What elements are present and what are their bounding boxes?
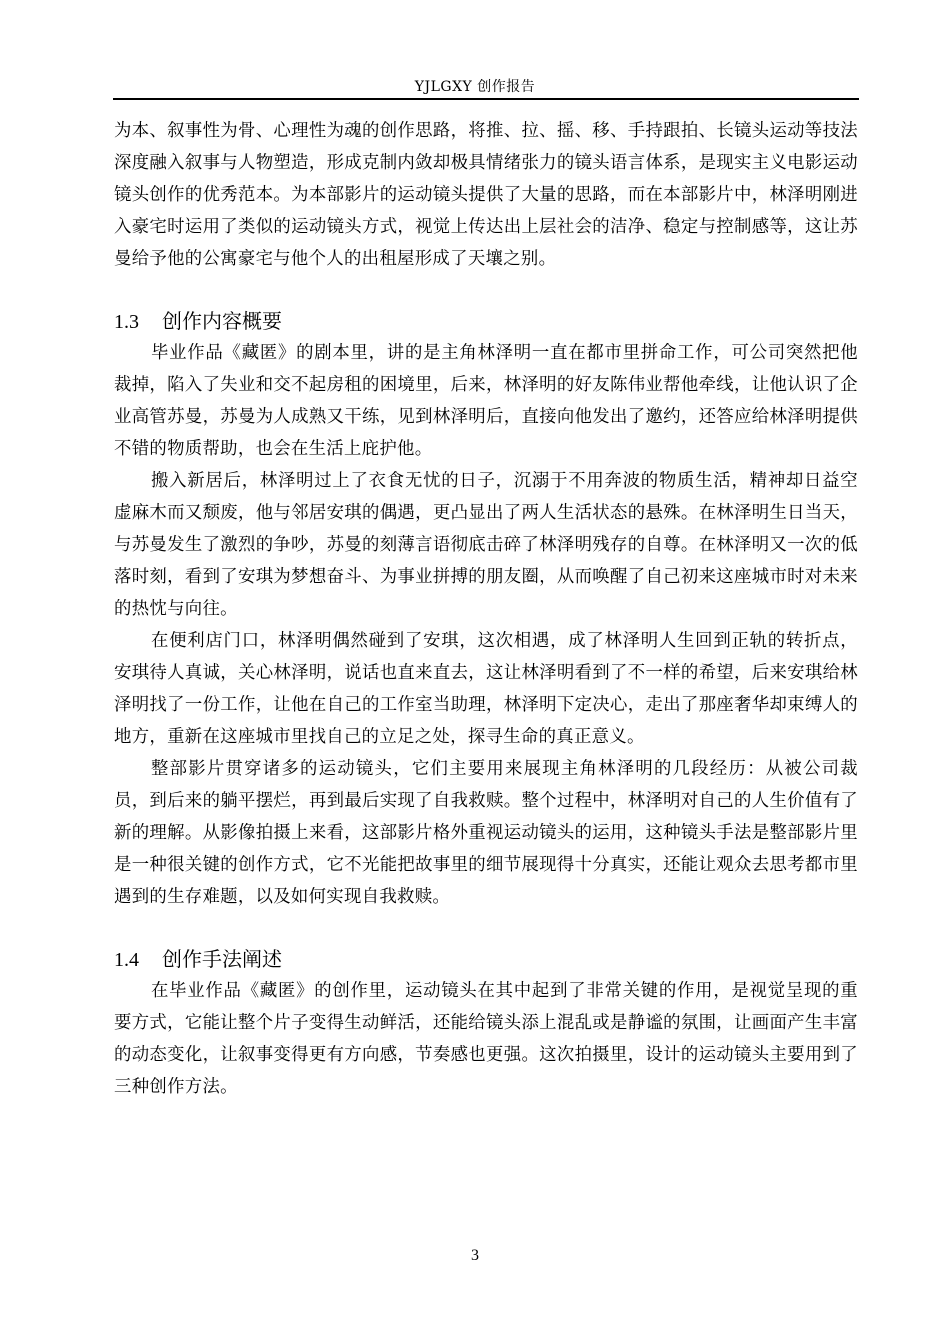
section-heading-1-4	[114, 943, 858, 975]
paragraph: 在便利店门口，林泽明偶然碰到了安琪，这次相遇，成了林泽明人生回到正轨的转折点，安琪待人真诚，关心林泽明，说话也直来直去，这让林泽明看到了不一样的希望，后来安琪给林泽明找了一份工作，让他在自己的工作室当助理，林泽明下定决心，走出了那座奢华却束缚人的地方，重新在这座城市里找自己的立足之处，探寻生命的真正意义。	[114, 631, 858, 747]
section-number: 1.4	[114, 949, 139, 971]
paragraph: 毕业作品《藏匿》的剧本里，讲的是主角林泽明一直在都市里拼命工作，可公司突然把他裁掉，陷入了失业和交不起房租的困境里，后来，林泽明的好友陈伟业帮他牵线，让他认识了企业高管苏曼，苏曼为人成熟又干练，见到林泽明后，直接向他发出了邀约，还答应给林泽明提供不错的物质帮助，也会在生活上庇护他。	[114, 343, 858, 459]
header-rule	[113, 98, 859, 100]
paragraph: 整部影片贯穿诸多的运动镜头，它们主要用来展现主角林泽明的几段经历：从被公司裁员，到后来的躺平摆烂，再到最后实现了自我救赎。整个过程中，林泽明对自己的人生价值有了新的理解。从影像拍摄上来看，这部影片格外重视运动镜头的运用，这种镜头手法是整部影片里是一种很关键的创作方式，它不光能把故事里的细节展现得十分真实，还能让观众去思考都市里遇到的生存难题，以及如何实现自我救赎。	[114, 759, 858, 907]
section-gap	[114, 275, 858, 305]
paragraph: 搬入新居后，林泽明过上了衣食无忧的日子，沉溺于不用奔波的物质生活，精神却日益空虚麻木而又颓废，他与邻居安琪的偶遇，更凸显出了两人生活状态的悬殊。在林泽明生日当天，与苏曼发生了激烈的争吵，苏曼的刻薄言语彻底击碎了林泽明残存的自尊。在林泽明又一次的低落时刻，看到了安琪为梦想奋斗、为事业拼搏的朋友圈，从而唤醒了自己初来这座城市时对未来的热忱与向往。	[114, 471, 858, 619]
section-number: 1.3	[114, 311, 139, 333]
section-heading-1-3	[114, 305, 858, 337]
paragraph: 在毕业作品《藏匿》的创作里，运动镜头在其中起到了非常关键的作用，是视觉呈现的重要方式，它能让整个片子变得生动鲜活，还能给镜头添上混乱或是静谧的氛围，让画面产生丰富的动态变化，让叙事变得更有方向感，节奏感也更强。这次拍摄里，设计的运动镜头主要用到了三种创作方法。	[114, 981, 858, 1097]
section-title: 创作内容概要	[162, 309, 282, 333]
section-title: 创作手法阐述	[162, 947, 282, 971]
intro-paragraph: 为本、叙事性为骨、心理性为魂的创作思路，将推、拉、摇、移、手持跟拍、长镜头运动等技法深度融入叙事与人物塑造，形成克制内敛却极具情绪张力的镜头语言体系，是现实主义电影运动镜头创作的优秀范本。为本部影片的运动镜头提供了大量的思路，而在本部影片中，林泽明刚进入豪宅时运用了类似的运动镜头方式，视觉上传达出上层社会的洁净、稳定与控制感等，这让苏曼给予他的公寓豪宅与他个人的出租屋形成了天壤之别。	[114, 121, 858, 269]
running-header: YJLGXY 创作报告	[414, 79, 536, 95]
page-number: 3	[471, 1247, 479, 1264]
section-gap	[114, 913, 858, 943]
page-body	[114, 115, 858, 1103]
